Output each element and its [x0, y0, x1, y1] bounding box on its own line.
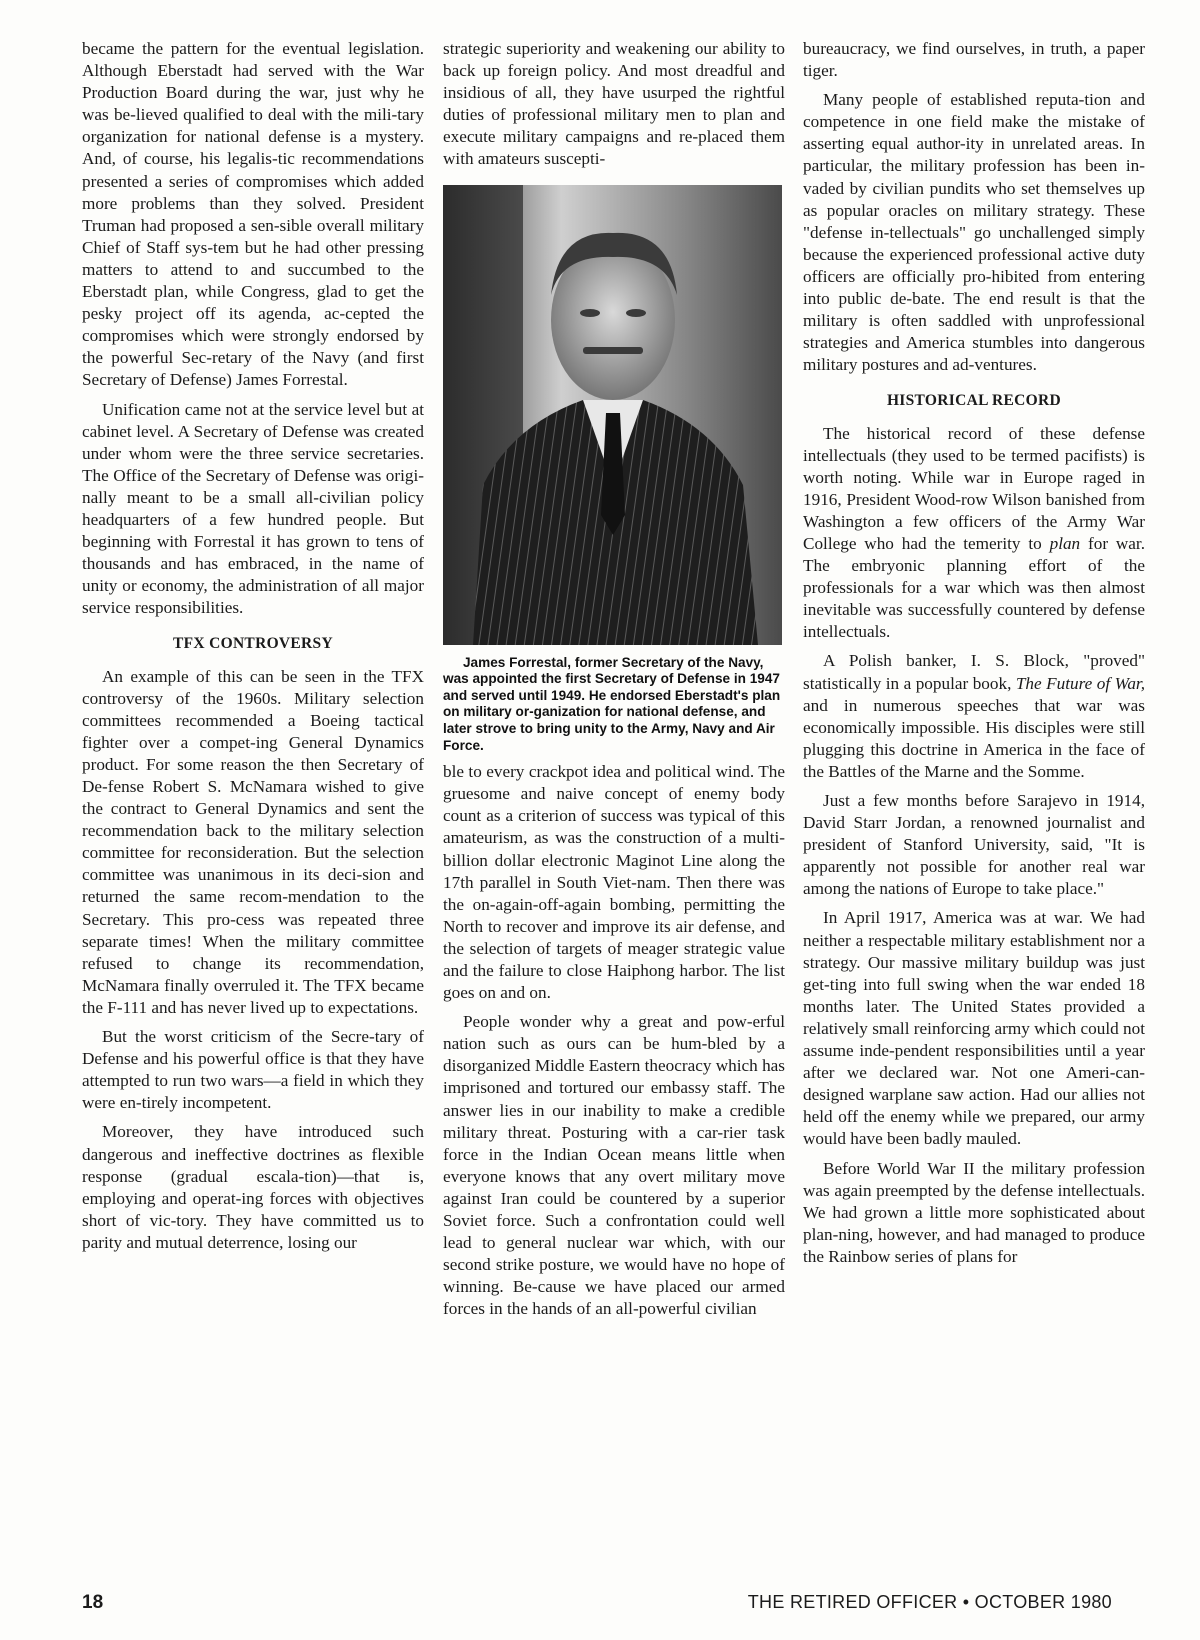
paragraph — [803, 423, 1145, 644]
text-run: for war. The embryonic planning effort of the professionals for a war which was then almost inevitable was successfully countered by defense intellectuals. — [803, 533, 1146, 642]
emphasis: plan — [1049, 533, 1081, 553]
column-left — [82, 38, 424, 1261]
book-title: The Future of War, — [1015, 673, 1145, 693]
paragraph: In April 1917, America was at war. We had neither a respectable military establishment nor a strategy. Our massive military buildup was just get-ting into full swing when the war ended 18 months later. The United States provided a relatively small reinforcing army which could not assume inde-pendent responsibilities until a year after we declared war. Not one Ameri-can-designed warplane saw action. Had our allies not held off the enemy while we prepared, our army would have been badly mauled. — [803, 908, 1145, 1149]
paragraph: Moreover, they have introduced such dangerous and ineffective doctrines as flexible response (gradual escala-tion)—that is, employing and operat-ing forces with objectives short of vic-tory. They have committed us to parity and mutual deterrence, losing our — [82, 1122, 424, 1252]
portrait-image — [443, 185, 782, 645]
paragraph — [803, 650, 1145, 783]
paragraph: Just a few months before Sarajevo in 1914, David Starr Jordan, a renowned journalist and president of Stanford University, said, "It is apparently not possible for another real war among the nations of Europe to take place." — [803, 791, 1145, 899]
text-run: The historical record of these defense intellectuals (they used to be termed pacifists) is worth noting. While war in Europe raged in 1916, President Wood-row Wilson banished from Washington a few officers of the Army War College who had the temerity to — [803, 423, 1145, 553]
paragraph: Many people of established reputa-tion and competence in one field make the mistake of asserting equal author-ity in unrelated areas. In particular, the military profession has been in-vaded by civilian pundits who set themselves up as popular oracles on military strategy. These "defense in-tellectuals" go unchallenged simply because the experienced professional active duty officers are officially pro-hibited from entering into public de-bate. The end result is that the military is often saddled with unprofessional strategies and America stumbles into dangerous military postures and ad-ventures. — [803, 90, 1145, 375]
publication-footer: THE RETIRED OFFICER • OCTOBER 1980 — [747, 1592, 1112, 1612]
paragraph: An example of this can be seen in the TFX controversy of the 1960s. Military selection committees recommended a Boeing tactical fighter over a compet-ing General Dynamics product. For some reason the then Secretary of De-fense Robert S. McNamara wished to give the contract to General Dynamics and sent the recommendation back to the military selection committee for reconsideration. But the selection committee was unanimous in its deci-sion and returned the same recom-mendation to the Secretary. This pro-cess was repeated three separate times! When the military committee refused to change its recommendation, McNamara finally overruled it. The TFX became the F-111 and has never lived up to expectations. — [82, 666, 424, 1017]
paragraph: strategic superiority and weakening our ability to back up foreign policy. And most dreadful and insidious of all, they have usurped the rightful duties of professional military men to plan and execute military campaigns and re-placed them with amateurs suscepti- — [443, 39, 785, 169]
paragraph: Unification came not at the service level but at cabinet level. A Secretary of Defense was created under whom were the three service secretaries. The Office of the Secretary of Defense was origi-nally meant to be a small all-civilian policy headquarters of a few hundred people. But beginning with Forrestal it has grown to tens of thousands and has embraced, in the name of unity or economy, the administration of all major service responsibilities. — [82, 399, 424, 618]
paragraph: ble to every crackpot idea and political wind. The gruesome and naive concept of enemy body count as a criterion of success was typical of this amateurism, as was the construction of a multi-billion dollar electronic Maginot Line along the 17th parallel in South Viet-nam. Then there was the on-again-off-again bombing, permitting the North to recover and improve its air defense, and the selection of targets of meager strategic value and the failure to close Haiphong harbor. The list goes on and on. — [443, 762, 785, 1003]
text-run: and in numerous speeches that war was economically impossible. His disciples were still plugging this doctrine in America in the face of the Battles of the Marne and the Somme. — [803, 695, 1145, 781]
page-number: 18 — [82, 1592, 104, 1613]
section-heading-tfx: TFX CONTROVERSY — [173, 635, 333, 653]
column-middle — [443, 38, 785, 1327]
paragraph: became the pattern for the eventual legislation. Although Eberstadt had served with the War Production Board during the war, just why he was be-lieved qualified to deal with the mili-tary organization for national defense is a mystery. And, of course, his legalis-tic recommendations presented a series of compromises which added more problems than they solved. President Truman had proposed a sen-sible overall military Chief of Staff sys-tem but he had other pressing matters to attend to and succumbed to the Eberstadt plan, while Congress, glad to get the pesky project off its agenda, ac-cepted the compromises which were strongly endorsed by the powerful Sec-retary of the Navy (and first Secretary of Defense) James Forrestal. — [82, 39, 424, 390]
paragraph: People wonder why a great and pow-erful nation such as ours can be hum-bled by a disorganized Middle Eastern theocracy which has imprisoned and tortured our embassy staff. The answer lies in our inability to make a credible military threat. Posturing with a car-rier task force in the Indian Ocean means little when everyone knows that any overt military move against Iran could be countered by a superior Soviet force. Such a confrontation could well lead to general nuclear war which, with our second strike posture, we would have no hope of winning. Be-cause we have placed our armed forces in the hands of an all-powerful civilian — [443, 1012, 785, 1319]
paragraph: But the worst criticism of the Secre-tary of Defense and his powerful office is that they have attempted to run two wars—a field in which they were en-tirely incompetent. — [82, 1027, 424, 1113]
paragraph: Before World War II the military profession was again preempted by the defense intellectuals. We had grown a little more sophisticated about plan-ning, however, and had managed to produce the Rainbow series of plans for — [803, 1158, 1145, 1266]
section-heading-historical: HISTORICAL RECORD — [886, 392, 1062, 410]
paragraph: bureaucracy, we find ourselves, in truth, a paper tiger. — [803, 39, 1145, 81]
text-run: A Polish banker, I. S. Block, "proved" statistically in a popular book, — [803, 651, 1145, 693]
portrait-photo — [443, 185, 782, 645]
photo-caption: James Forrestal, former Secretary of the Navy, was appointed the first Secretary of Defense in 1947 and served until 1949. He endorsed Eberstadt's plan on military or-ganization for national defense, and later strove to bring unity to the Army, Navy and Air Force. — [443, 654, 781, 753]
column-right — [803, 38, 1145, 1275]
